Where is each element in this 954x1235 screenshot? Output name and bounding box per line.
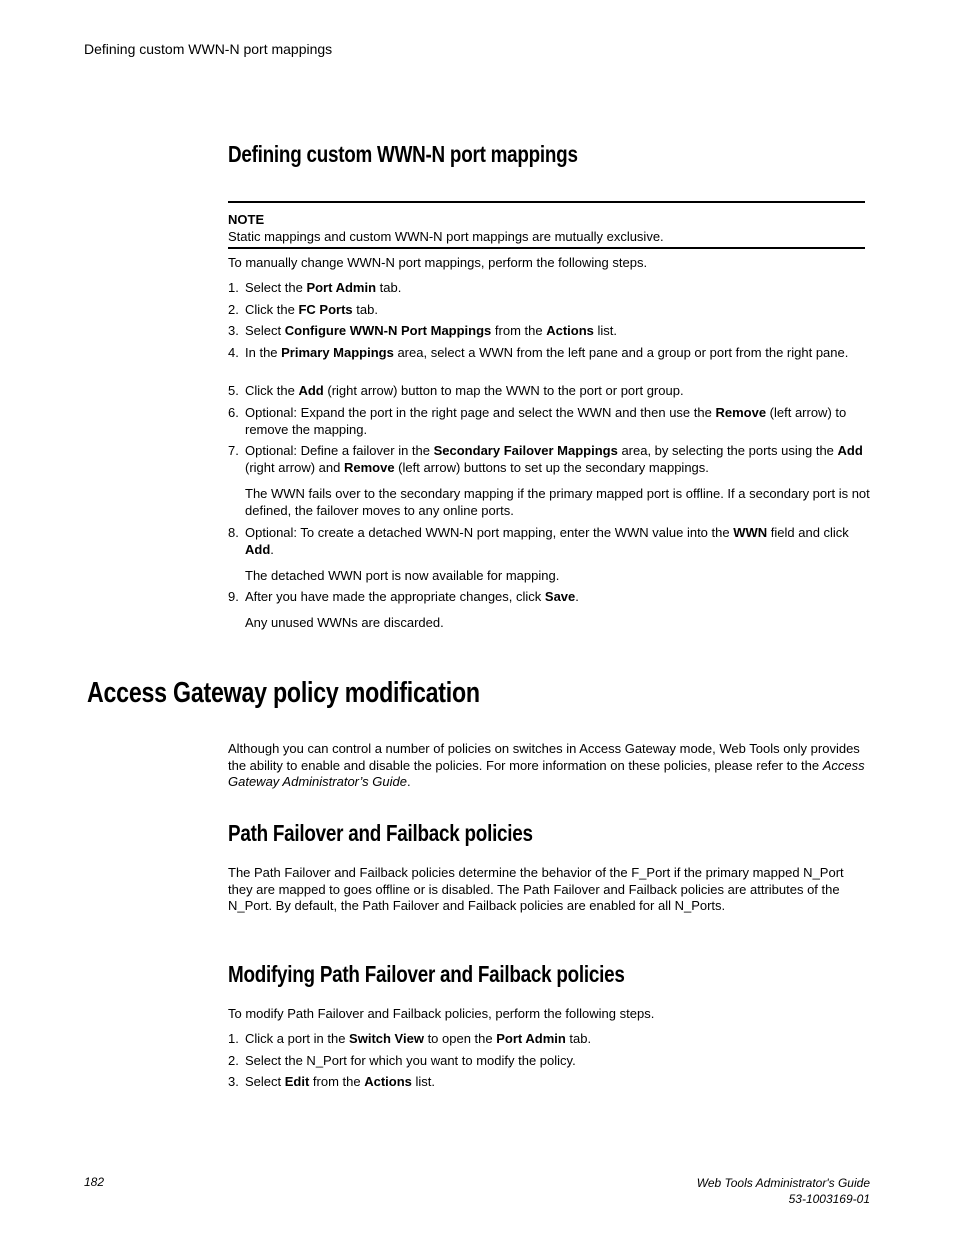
ui-term: Switch View [349, 1031, 424, 1046]
ui-term: Add [245, 541, 271, 557]
step-text: After you have made the appropriate changes, click Save. [245, 589, 579, 604]
page-number: 182 [84, 1175, 105, 1189]
step-number: 1. [228, 1031, 239, 1046]
ui-term: WWN [733, 525, 768, 540]
section4-intro: To modify Path Failover and Failback policies, perform the following steps. [228, 1006, 655, 1021]
note-label: NOTE [228, 212, 265, 227]
step-number: 3. [228, 323, 239, 338]
doc-number: 53-1003169-01 [788, 1192, 870, 1206]
step-number: 2. [228, 1053, 239, 1068]
section-heading-modifying-path-failover: Modifying Path Failover and Failback policies [228, 961, 625, 987]
step-text: In the Primary Mappings area, select a WWN from the left pane and a group or port from the right pane. [245, 345, 849, 360]
step-number: 3. [228, 1074, 239, 1089]
step-number: 5. [228, 383, 239, 398]
ui-term: Primary Mappings [281, 345, 394, 360]
step-text: Select Configure WWN-N Port Mappings from the Actions list. [245, 323, 617, 338]
step-number: 4. [228, 345, 239, 360]
section2-paragraph [228, 741, 868, 791]
section2-text-end: . [406, 774, 411, 790]
ui-term: FC Ports [298, 302, 353, 317]
ui-term: Edit [284, 1074, 310, 1089]
ui-term: Add [298, 383, 324, 398]
step-text: Click the FC Ports tab. [245, 302, 378, 317]
section-heading-path-failover: Path Failover and Failback policies [228, 820, 533, 846]
chapter-heading-access-gateway: Access Gateway policy modification [87, 677, 480, 709]
step-text: Select the N_Port for which you want to modify the policy. [245, 1053, 576, 1068]
note-box [228, 201, 865, 249]
step-number: 7. [228, 443, 239, 458]
step-number: 1. [228, 280, 239, 295]
step-note: The detached WWN port is now available for mapping. [245, 568, 560, 583]
step-text: Optional: Expand the port in the right page and select the WWN and then use the Remove (left arrow) to remove the mapping. [245, 405, 847, 437]
ui-term: Port Admin [496, 1031, 566, 1046]
guide-title: Web Tools Administrator's Guide [696, 1176, 870, 1190]
ui-term: Remove [343, 459, 395, 475]
ui-term: Port Admin [306, 280, 377, 295]
step-number: 9. [228, 589, 239, 604]
ui-term: Save [544, 589, 576, 604]
step-note: Any unused WWNs are discarded. [245, 615, 444, 630]
step-number: 8. [228, 525, 239, 540]
step-text: Click the Add (right arrow) button to map the WWN to the port or port group. [245, 383, 684, 398]
ui-term: Actions [364, 1074, 412, 1089]
ui-term: Remove [715, 405, 767, 420]
ui-term: Configure WWN-N Port Mappings [284, 323, 492, 338]
step-text: Select Edit from the Actions list. [245, 1074, 436, 1089]
step-text: Select the Port Admin tab. [245, 280, 402, 295]
section2-text: Although you can control a number of policies on switches in Access Gateway mode, Web Tools only provides the ability to enable and disable the policies. For more information on these policies, please refer to the [228, 741, 860, 773]
section-heading-custom-wwn: Defining custom WWN-N port mappings [228, 141, 578, 167]
section1-intro: To manually change WWN-N port mappings, perform the following steps. [228, 255, 648, 270]
step-note: The WWN fails over to the secondary mapping if the primary mapped port is offline. If a secondary port is not defined, the failover moves to any online ports. [245, 486, 870, 518]
step-number: 2. [228, 302, 239, 317]
section3-paragraph: The Path Failover and Failback policies determine the behavior of the F_Port if the primary mapped N_Port they are mapped to goes offline or is disabled. The Path Failover and Failback policies are attributes of the N_Port. By default, the Path Failover and Failback policies are enabled for all N_Ports. [228, 865, 844, 914]
step-text: Click a port in the Switch View to open the Port Admin tab. [245, 1031, 592, 1046]
footer-doc-info [697, 1175, 870, 1207]
step-text: Optional: To create a detached WWN-N port mapping, enter the WWN value into the WWN field and click Add. [245, 525, 849, 557]
running-header: Defining custom WWN-N port mappings [84, 41, 333, 57]
ui-term: Secondary Failover Mappings [433, 443, 618, 458]
step-text: Optional: Define a failover in the Secondary Failover Mappings area, by selecting the ports using the Add (right arrow) and Remove (left arrow) buttons to set up the secondary mappings. [245, 443, 863, 475]
note-text: Static mappings and custom WWN-N port mappings are mutually exclusive. [228, 229, 664, 244]
ui-term: Add [837, 443, 863, 458]
step-number: 6. [228, 405, 239, 420]
ui-term: Actions [546, 323, 594, 338]
guide-reference: Access Gateway Administrator’s Guide [228, 757, 865, 790]
